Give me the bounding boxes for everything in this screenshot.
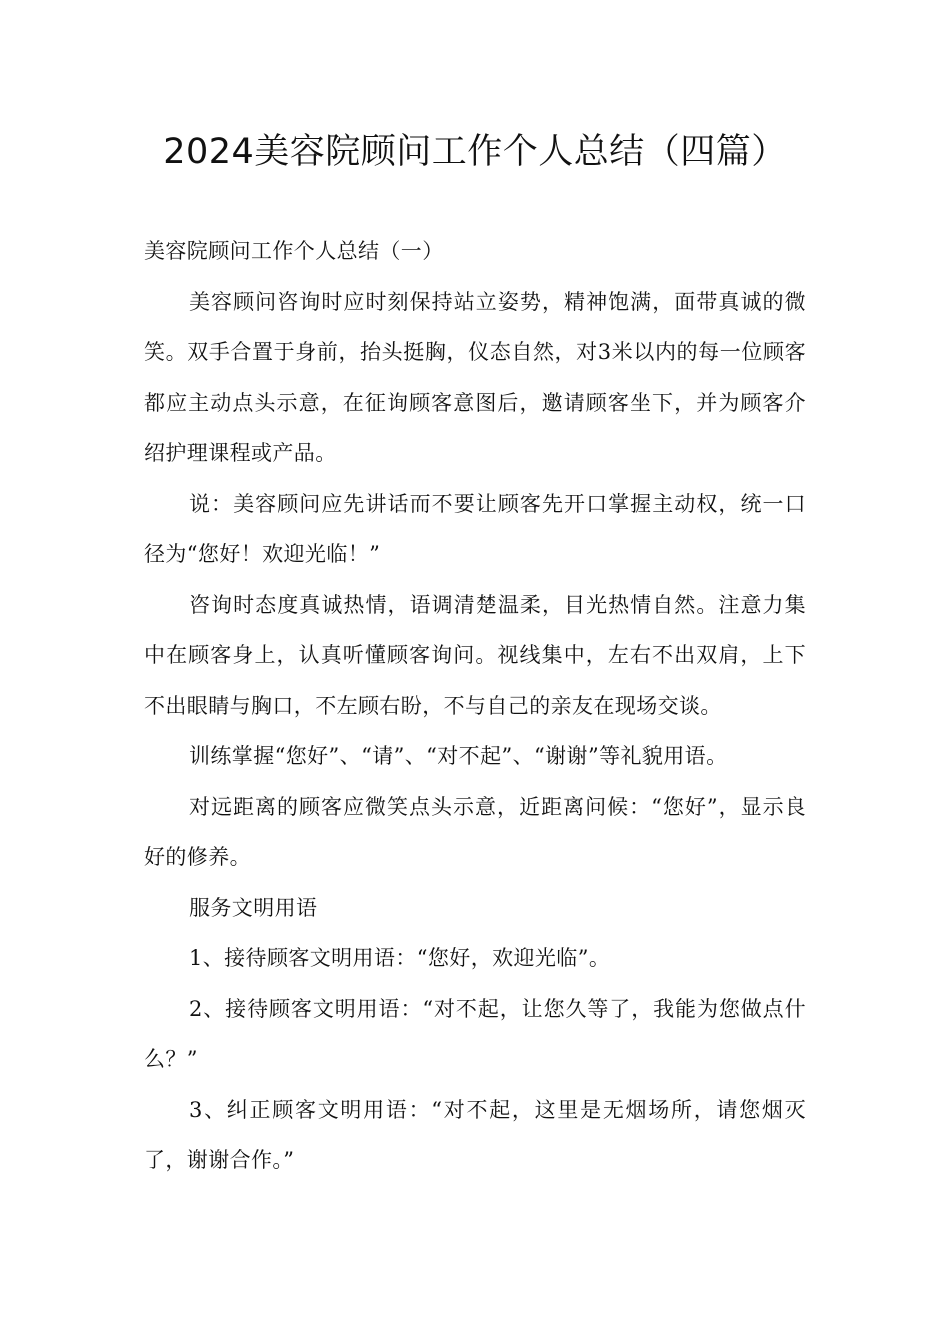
list-item-1: 1、接待顾客文明用语：“您好，欢迎光临”。 [189, 946, 611, 970]
paragraph-speaking: 说：美容顾问应先讲话而不要让顾客先开口掌握主动权，统一口径为“您好！欢迎光临！” [144, 491, 806, 566]
section-heading: 美容院顾问工作个人总结（一） [144, 239, 444, 263]
paragraph-attitude: 咨询时态度真诚热情，语调清楚温柔，目光热情自然。注意力集中在顾客身上，认真听懂顾客询问。视线集中，左右不出双肩，上下不出眼睛与胸口，不左顾右盼，不与自己的亲友在现场交谈。 [144, 592, 806, 718]
list-item-3: 3、纠正顾客文明用语：“对不起，这里是无烟场所，请您烟灭了，谢谢合作。” [144, 1097, 806, 1172]
subheading-service-language: 服务文明用语 [189, 895, 318, 920]
document-title: 2024美容院顾问工作个人总结（四篇） [163, 132, 787, 172]
paragraph-polite-words: 训练掌握“您好”、“请”、“对不起”、“谢谢”等礼貌用语。 [189, 744, 728, 768]
paragraph-posture: 美容顾问咨询时应时刻保持站立姿势，精神饱满，面带真诚的微笑。双手合置于身前，抬头挺胸，仪态自然，对3米以内的每一位顾客都应主动点头示意，在征询顾客意图后，邀请顾客坐下，并为顾客介绍护理课程或产品。 [144, 289, 806, 465]
paragraph-greeting: 对远距离的顾客应微笑点头示意，近距离问候：“您好”，显示良好的修养。 [144, 794, 806, 869]
list-item-2: 2、接待顾客文明用语：“对不起，让您久等了，我能为您做点什么？” [144, 996, 806, 1071]
document-body [144, 226, 806, 1186]
